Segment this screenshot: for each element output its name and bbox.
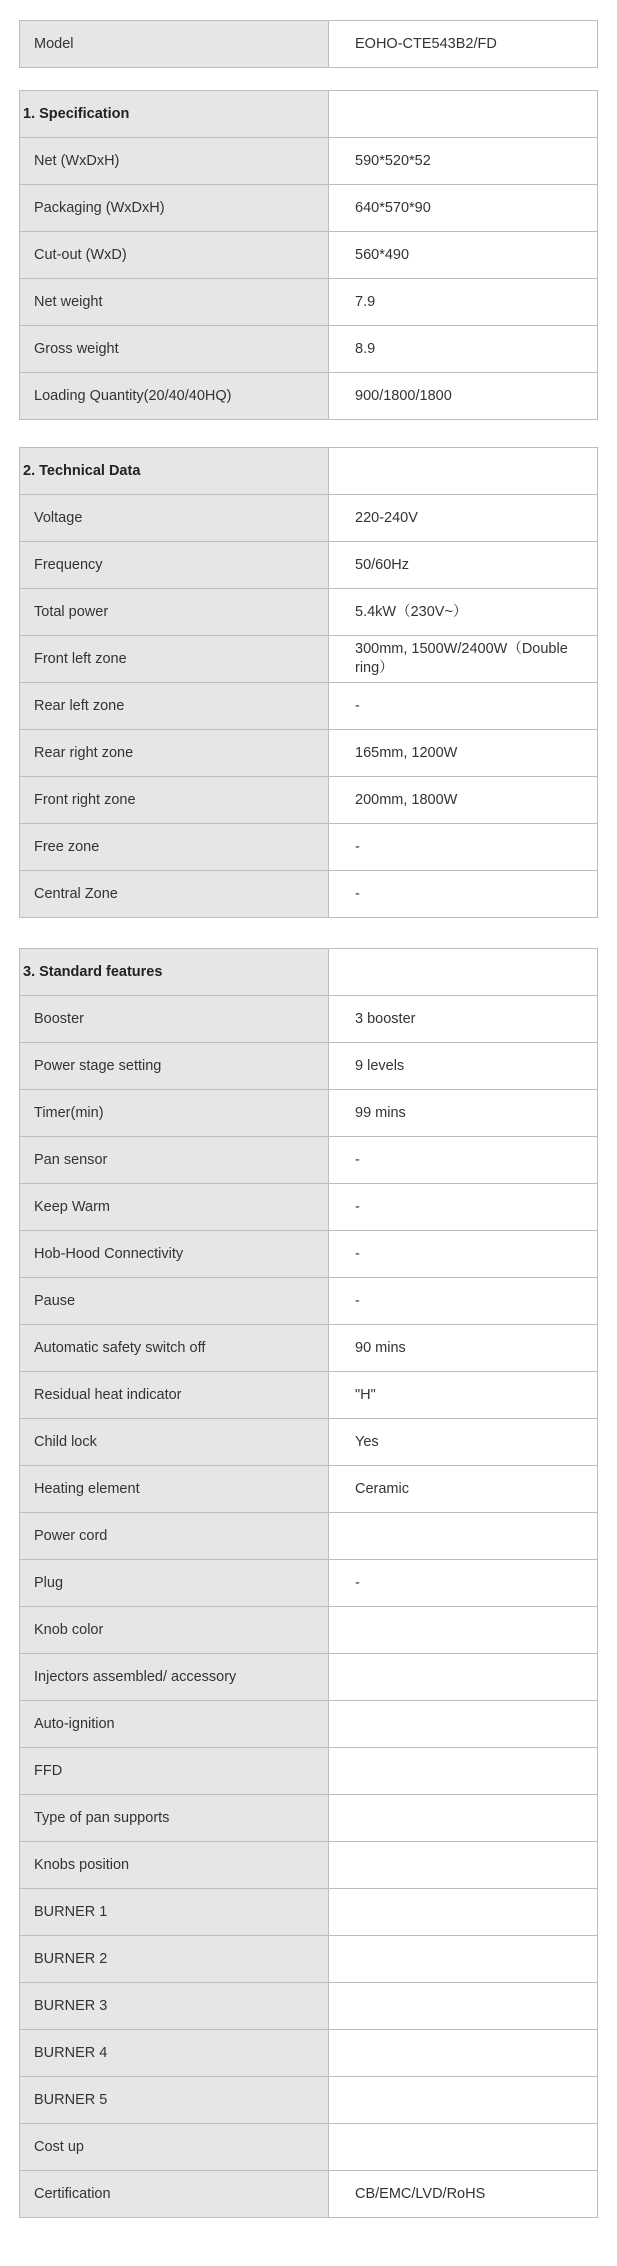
- row-value: 165mm, 1200W: [329, 730, 598, 777]
- row-label: Packaging (WxDxH): [20, 185, 329, 232]
- table-row: [20, 1701, 598, 1748]
- row-label: BURNER 4: [20, 2030, 329, 2077]
- table-row: [20, 589, 598, 636]
- table-row: [20, 232, 598, 279]
- row-value: -: [329, 1184, 598, 1231]
- row-value: "H": [329, 1372, 598, 1419]
- row-value: CB/EMC/LVD/RoHS: [329, 2171, 598, 2218]
- table-row: [20, 542, 598, 589]
- row-label: Power stage setting: [20, 1043, 329, 1090]
- row-label: BURNER 3: [20, 1983, 329, 2030]
- table-row: [20, 2171, 598, 2218]
- table-row: [20, 1419, 598, 1466]
- row-value: [329, 2077, 598, 2124]
- row-label: Knobs position: [20, 1842, 329, 1889]
- model-table: [19, 20, 598, 68]
- table-row: [20, 279, 598, 326]
- table-row: [20, 730, 598, 777]
- row-value: -: [329, 824, 598, 871]
- table-row: [20, 1748, 598, 1795]
- row-label: Loading Quantity(20/40/40HQ): [20, 373, 329, 420]
- section-header: [20, 949, 598, 996]
- row-label: Knob color: [20, 1607, 329, 1654]
- row-value: [329, 1513, 598, 1560]
- row-label: Automatic safety switch off: [20, 1325, 329, 1372]
- row-label: Residual heat indicator: [20, 1372, 329, 1419]
- table-row: [20, 1842, 598, 1889]
- table-row: [20, 1325, 598, 1372]
- row-value: -: [329, 871, 598, 918]
- row-value: [329, 2030, 598, 2077]
- row-value: 3 booster: [329, 996, 598, 1043]
- row-value: -: [329, 1137, 598, 1184]
- row-label: Frequency: [20, 542, 329, 589]
- table-row: [20, 1560, 598, 1607]
- row-value: 5.4kW（230V~）: [329, 589, 598, 636]
- row-value: -: [329, 1278, 598, 1325]
- technical-data-table: [19, 447, 598, 918]
- row-label: Voltage: [20, 495, 329, 542]
- row-label: Auto-ignition: [20, 1701, 329, 1748]
- row-label: BURNER 5: [20, 2077, 329, 2124]
- table-row: [20, 871, 598, 918]
- row-label: Heating element: [20, 1466, 329, 1513]
- table-row: [20, 1231, 598, 1278]
- row-label: BURNER 1: [20, 1889, 329, 1936]
- section-title: 2. Technical Data: [20, 448, 329, 495]
- table-row: [20, 1137, 598, 1184]
- table-row: [20, 2124, 598, 2171]
- table-row: [20, 1184, 598, 1231]
- table-row: [20, 1090, 598, 1137]
- row-value: [329, 1936, 598, 1983]
- row-value: 200mm, 1800W: [329, 777, 598, 824]
- row-value: -: [329, 1560, 598, 1607]
- table-row: [20, 1654, 598, 1701]
- row-label: FFD: [20, 1748, 329, 1795]
- row-label: Power cord: [20, 1513, 329, 1560]
- row-label: Child lock: [20, 1419, 329, 1466]
- row-value: Yes: [329, 1419, 598, 1466]
- row-value: [329, 1842, 598, 1889]
- table-row: [20, 1466, 598, 1513]
- row-value: 640*570*90: [329, 185, 598, 232]
- row-label: Rear right zone: [20, 730, 329, 777]
- row-value: 300mm, 1500W/2400W（Double ring）: [329, 636, 598, 683]
- row-value: 7.9: [329, 279, 598, 326]
- row-value: [329, 1701, 598, 1748]
- table-row: [20, 373, 598, 420]
- row-label: Front left zone: [20, 636, 329, 683]
- table-row: [20, 185, 598, 232]
- table-row: [20, 2030, 598, 2077]
- row-value: 50/60Hz: [329, 542, 598, 589]
- row-label: Type of pan supports: [20, 1795, 329, 1842]
- row-value: [329, 1748, 598, 1795]
- row-value: [329, 2124, 598, 2171]
- table-row: [20, 996, 598, 1043]
- model-value: EOHO-CTE543B2/FD: [329, 21, 598, 68]
- table-row: [20, 777, 598, 824]
- row-value: 560*490: [329, 232, 598, 279]
- row-value: 590*520*52: [329, 138, 598, 185]
- row-label: Gross weight: [20, 326, 329, 373]
- table-row: [20, 1795, 598, 1842]
- row-label: Total power: [20, 589, 329, 636]
- section-header-empty: [329, 91, 598, 138]
- row-value: -: [329, 683, 598, 730]
- table-row: [20, 138, 598, 185]
- section-header-empty: [329, 949, 598, 996]
- row-label: Pause: [20, 1278, 329, 1325]
- row-value: 99 mins: [329, 1090, 598, 1137]
- row-value: [329, 1654, 598, 1701]
- row-label: Free zone: [20, 824, 329, 871]
- table-row: [20, 495, 598, 542]
- row-label: BURNER 2: [20, 1936, 329, 1983]
- row-value: 900/1800/1800: [329, 373, 598, 420]
- row-value: [329, 1889, 598, 1936]
- row-label: Injectors assembled/ accessory: [20, 1654, 329, 1701]
- row-label: Net (WxDxH): [20, 138, 329, 185]
- row-label: Timer(min): [20, 1090, 329, 1137]
- row-value: [329, 1607, 598, 1654]
- section-header: [20, 448, 598, 495]
- row-label: Keep Warm: [20, 1184, 329, 1231]
- model-label: Model: [20, 21, 329, 68]
- row-value: 9 levels: [329, 1043, 598, 1090]
- row-label: Rear left zone: [20, 683, 329, 730]
- table-row: [20, 1936, 598, 1983]
- table-row: [20, 636, 598, 683]
- row-label: Front right zone: [20, 777, 329, 824]
- row-label: Certification: [20, 2171, 329, 2218]
- row-label: Pan sensor: [20, 1137, 329, 1184]
- table-row: [20, 326, 598, 373]
- table-row: [20, 824, 598, 871]
- table-row: [20, 2077, 598, 2124]
- table-row: [20, 683, 598, 730]
- row-label: Central Zone: [20, 871, 329, 918]
- table-row: [20, 1607, 598, 1654]
- table-row: [20, 1983, 598, 2030]
- row-label: Cost up: [20, 2124, 329, 2171]
- table-row: [20, 1043, 598, 1090]
- table-row: [20, 1513, 598, 1560]
- row-value: 8.9: [329, 326, 598, 373]
- row-label: Booster: [20, 996, 329, 1043]
- row-label: Cut-out (WxD): [20, 232, 329, 279]
- table-row: [20, 1278, 598, 1325]
- section-header: [20, 91, 598, 138]
- row-label: Net weight: [20, 279, 329, 326]
- row-value: [329, 1795, 598, 1842]
- row-value: Ceramic: [329, 1466, 598, 1513]
- table-row: [20, 21, 598, 68]
- section-header-empty: [329, 448, 598, 495]
- table-row: [20, 1889, 598, 1936]
- row-label: Plug: [20, 1560, 329, 1607]
- table-row: [20, 1372, 598, 1419]
- row-label: Hob-Hood Connectivity: [20, 1231, 329, 1278]
- row-value: 220-240V: [329, 495, 598, 542]
- row-value: 90 mins: [329, 1325, 598, 1372]
- specification-table: [19, 90, 598, 420]
- row-value: -: [329, 1231, 598, 1278]
- row-value: [329, 1983, 598, 2030]
- section-title: 3. Standard features: [20, 949, 329, 996]
- section-title: 1. Specification: [20, 91, 329, 138]
- standard-features-table: [19, 948, 598, 2218]
